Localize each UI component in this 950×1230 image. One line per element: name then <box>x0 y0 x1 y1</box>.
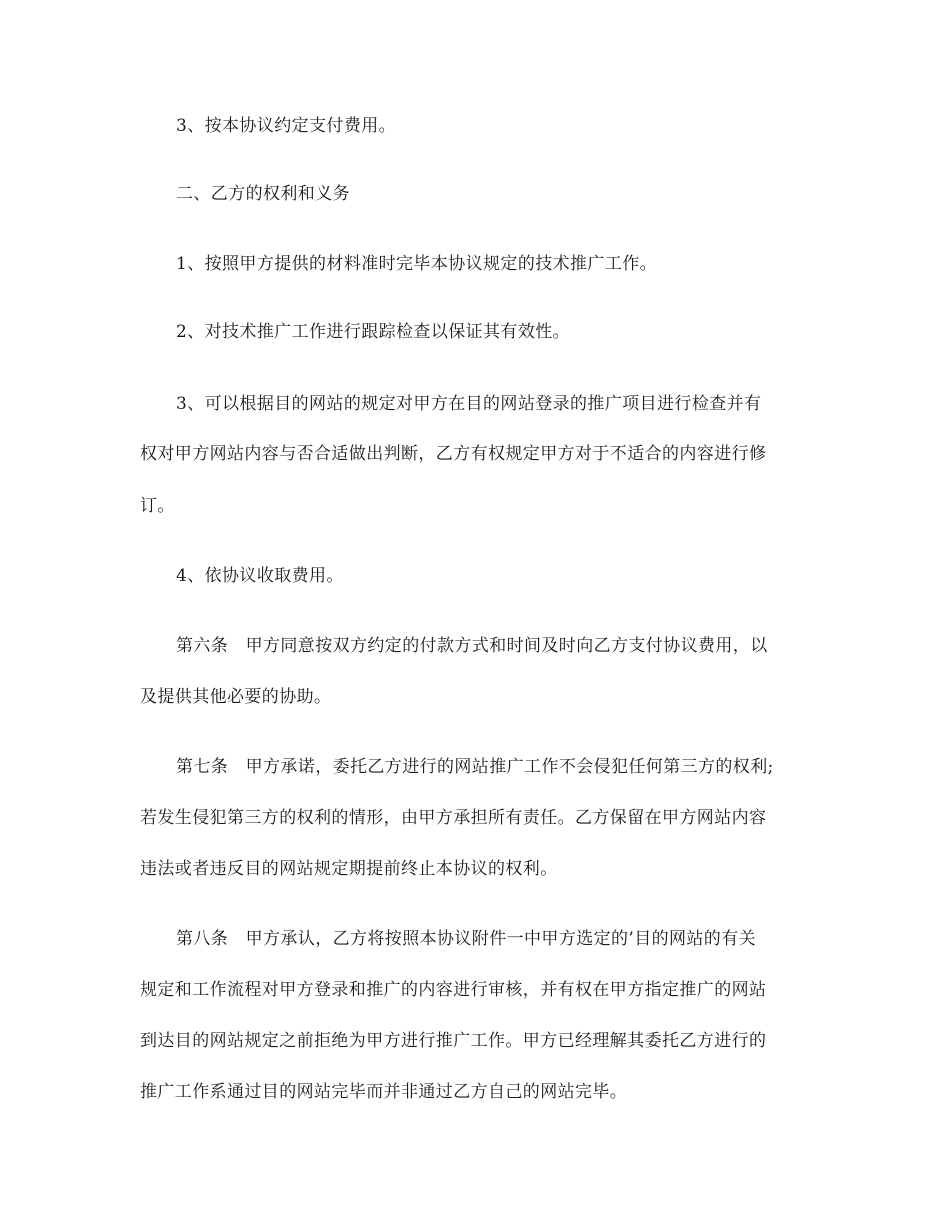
list-item: 3、按本协议约定支付费用。 <box>176 116 397 136</box>
article-paragraph: 第六条 甲方同意按双方约定的付款方式和时间及时向乙方支付协议费用，以 <box>176 636 768 656</box>
list-item: 2、对技术推广工作进行跟踪检查以保证其有效性。 <box>176 322 571 342</box>
paragraph-line: 及提供其他必要的协助。 <box>140 687 332 707</box>
section-heading: 二、乙方的权利和义务 <box>176 184 350 204</box>
paragraph-line: 违法或者违反目的网站规定期提前终止本协议的权利。 <box>140 859 558 879</box>
paragraph-line: 规定和工作流程对甲方登录和推广的内容进行审核，并有权在甲方指定推广的网站 <box>140 980 767 1000</box>
paragraph-line: 推广工作系通过目的网站完毕而并非通过乙方自己的网站完毕。 <box>140 1082 628 1102</box>
paragraph-line: 若发生侵犯第三方的权利的情形，由甲方承担所有责任。乙方保留在甲方网站内容 <box>140 808 767 828</box>
article-paragraph: 第七条 甲方承诺，委托乙方进行的网站推广工作不会侵犯任何第三方的权利; <box>176 757 774 777</box>
list-item: 1、按照甲方提供的材料准时完毕本协议规定的技术推广工作。 <box>176 254 658 274</box>
list-item: 3、可以根据目的网站的规定对甲方在目的网站登录的推广项目进行检查并有 <box>176 394 762 414</box>
list-item: 4、依协议收取费用。 <box>176 566 344 586</box>
article-paragraph: 第八条 甲方承认，乙方将按照本协议附件一中甲方选定的’目的网站的有关 <box>176 929 757 949</box>
paragraph-line: 到达目的网站规定之前拒绝为甲方进行推广工作。甲方已经理解其委托乙方进行的 <box>140 1031 767 1051</box>
paragraph-line: 权对甲方网站内容与否合适做出判断，乙方有权规定甲方对于不适合的内容进行修 <box>140 444 767 464</box>
paragraph-line: 订。 <box>140 496 175 516</box>
